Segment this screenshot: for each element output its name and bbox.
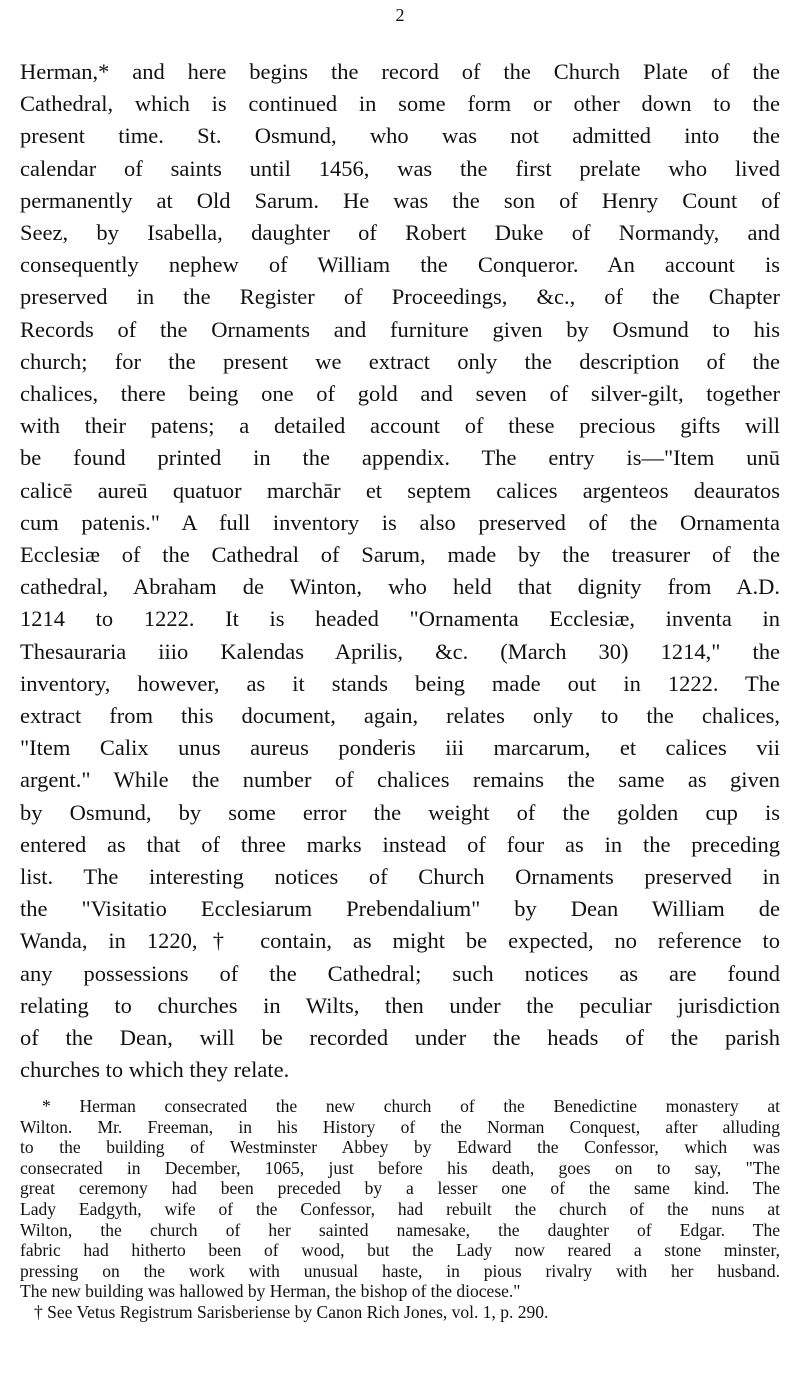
body-line: of the Dean, will be recorded under the heads of the parish [20, 1025, 780, 1051]
body-line: cum patenis." A full inventory is also preserved of the Ornamenta [20, 509, 780, 535]
footnote-line: Wilton, the church of her sainted namesake, the daughter of Edgar. The [20, 1219, 780, 1240]
body-line: calendar of saints until 1456, was the first prelate who lived [20, 155, 780, 181]
body-line: "Item Calix unus aureus ponderis iii marcarum, et calices vii [20, 735, 780, 761]
footnote-line: The new building was hallowed by Herman, the bishop of the diocese." [20, 1281, 521, 1302]
body-line: the "Visitatio Ecclesiarum Prebendalium" by Dean William de [20, 896, 780, 922]
footnote-line: pressing on the work with unusual haste, in pious rivalry with her husband. [20, 1260, 780, 1281]
body-line: preserved in the Register of Proceedings, &c., of the Chapter [20, 284, 780, 310]
body-line: permanently at Old Sarum. He was the son of Henry Count of [20, 187, 780, 213]
body-line: extract from this document, again, relates only to the chalices, [20, 703, 780, 729]
body-text [20, 56, 780, 1087]
body-line: entered as that of three marks instead of four as in the preceding [20, 831, 780, 857]
body-line: Ecclesiæ of the Cathedral of Sarum, made by the treasurer of the [20, 542, 780, 568]
body-line: relating to churches in Wilts, then under the peculiar jurisdiction [20, 992, 780, 1018]
body-line: Seez, by Isabella, daughter of Robert Duke of Normandy, and [20, 220, 780, 246]
body-line: Thesauraria iiio Kalendas Aprilis, &c. (March 30) 1214," the [20, 638, 780, 664]
footnote-line: great ceremony had been preceded by a lesser one of the same kind. The [20, 1178, 780, 1199]
body-line: present time. St. Osmund, who was not admitted into the [20, 123, 780, 149]
footnote-line: Lady Eadgyth, wife of the Confessor, had rebuilt the church of the nuns at [20, 1198, 780, 1219]
footnote-line: * Herman consecrated the new church of the Benedictine monastery at [42, 1096, 780, 1116]
body-line: inventory, however, as it stands being made out in 1222. The [20, 670, 780, 696]
body-line: Cathedral, which is continued in some form or other down to the [20, 91, 780, 117]
body-line: by Osmund, by some error the weight of the golden cup is [20, 799, 780, 825]
body-line-last: churches to which they relate. [20, 1057, 290, 1083]
body-line: be found printed in the appendix. The entry is—"Item unū [20, 445, 780, 471]
body-line: list. The interesting notices of Church Ornaments preserved in [20, 864, 780, 890]
body-line: Wanda, in 1220,† contain, as might be expected, no reference to [20, 928, 780, 954]
body-line: argent." While the number of chalices remains the same as given [20, 767, 780, 793]
footnote-dagger-line: † See Vetus Registrum Sarisberiense by Canon Rich Jones, vol. 1, p. 290. [34, 1301, 549, 1322]
page-number: 2 [395, 5, 405, 25]
body-line: Herman,* and here begins the record of the Church Plate of the [20, 59, 780, 84]
footnote-line: consecrated in December, 1065, just before his death, goes on to say, "The [20, 1157, 780, 1178]
footnote-line: fabric had hitherto been of wood, but the Lady now reared a stone minster, [20, 1240, 780, 1261]
body-line: church; for the present we extract only the description of the [20, 348, 780, 374]
footnote-line: to the building of Westminster Abbey by Edward the Confessor, which was [20, 1137, 780, 1158]
body-line: any possessions of the Cathedral; such notices as are found [20, 960, 780, 986]
footnote-line: Wilton. Mr. Freeman, in his History of the Norman Conquest, after alluding [20, 1116, 780, 1137]
body-line: 1214 to 1222. It is headed "Ornamenta Ecclesiæ, inventa in [20, 606, 780, 632]
body-line: calicē aureū quatuor marchār et septem calices argenteos deauratos [20, 477, 780, 503]
body-line: Records of the Ornaments and furniture given by Osmund to his [20, 316, 780, 342]
book-page [20, 0, 780, 1381]
body-line: chalices, there being one of gold and seven of silver-gilt, together [20, 381, 780, 407]
body-line: consequently nephew of William the Conqueror. An account is [20, 252, 780, 278]
body-line: cathedral, Abraham de Winton, who held that dignity from A.D. [20, 574, 780, 600]
body-line: with their patens; a detailed account of these precious gifts will [20, 413, 780, 439]
footnotes [20, 1096, 780, 1323]
